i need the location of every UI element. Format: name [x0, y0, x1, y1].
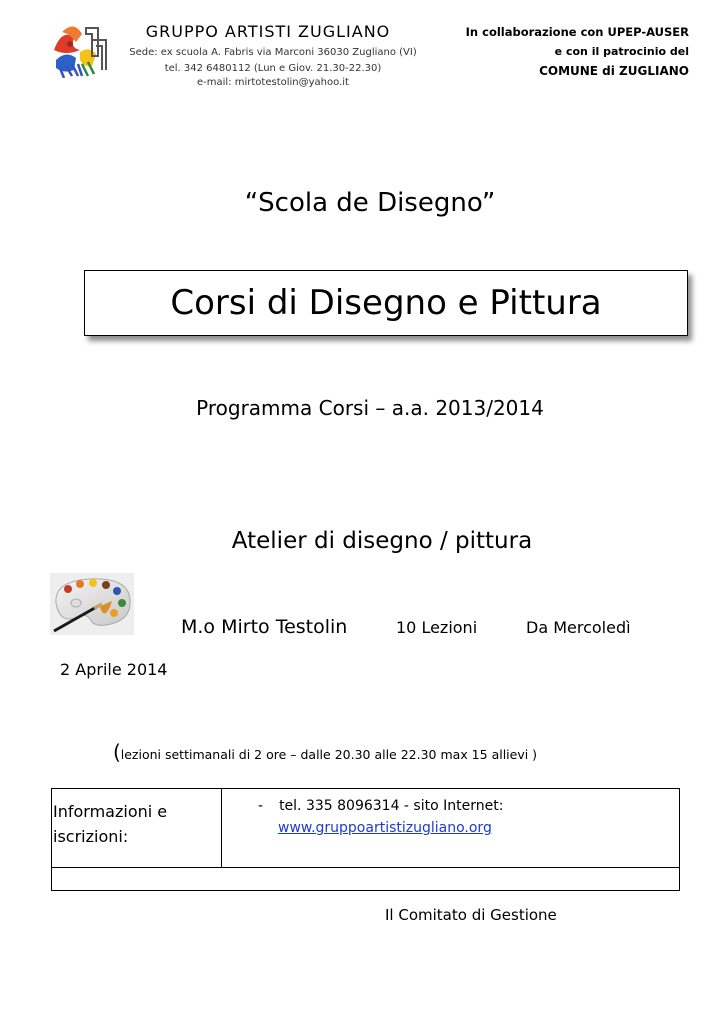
org-phone: tel. 342 6480112 (Lun e Giov. 21.30-22.30) [164, 63, 382, 74]
patronage-line: e con il patrocinio del [554, 45, 689, 58]
org-address: Sede: ex scuola A. Fabris via Marconi 36030 Zugliano (VI) [129, 47, 417, 58]
paint-palette-icon [50, 573, 134, 635]
empty-cell [52, 868, 680, 891]
info-contact-cell [222, 789, 680, 868]
lessons-count: 10 Lezioni [396, 618, 478, 637]
org-name: GRUPPO ARTISTI ZUGLIANO [145, 22, 391, 41]
course-note [0, 740, 650, 764]
org-email: e-mail: mirtotestolin@yahoo.it [197, 77, 349, 88]
list-dash: - [258, 798, 264, 814]
table-row [52, 789, 680, 868]
signature: Il Comitato di Gestione [385, 906, 557, 924]
program-heading: Programma Corsi – a.a. 2013/2014 [196, 396, 544, 420]
table-row [52, 868, 680, 891]
note-paren: ( [112, 740, 121, 764]
title-box [84, 270, 688, 336]
info-label-cell [52, 789, 222, 868]
group-logo-icon [52, 20, 114, 78]
collaboration-line: In collaborazione con UPEP-AUSER [465, 25, 689, 39]
start-day: Da Mercoledì [526, 618, 631, 637]
subtitle: “Scola de Disegno” [244, 188, 496, 218]
course-name: Atelier di disegno / pittura [231, 528, 533, 554]
info-table [51, 788, 680, 891]
start-date: 2 Aprile 2014 [60, 660, 168, 679]
teacher-name: M.o Mirto Testolin [181, 616, 348, 638]
municipality-line: COMUNE di ZUGLIANO [539, 64, 689, 78]
info-label: Informazioni e iscrizioni: [53, 802, 168, 846]
note-text: lezioni settimanali di 2 ore – dalle 20.30 alle 22.30 max 15 allievi ) [120, 747, 538, 762]
website-link[interactable]: www.gruppoartistizugliano.org [278, 820, 492, 836]
contact-text: tel. 335 8096314 - sito Internet: [279, 798, 504, 814]
page-title: Corsi di Disegno e Pittura [170, 283, 602, 323]
